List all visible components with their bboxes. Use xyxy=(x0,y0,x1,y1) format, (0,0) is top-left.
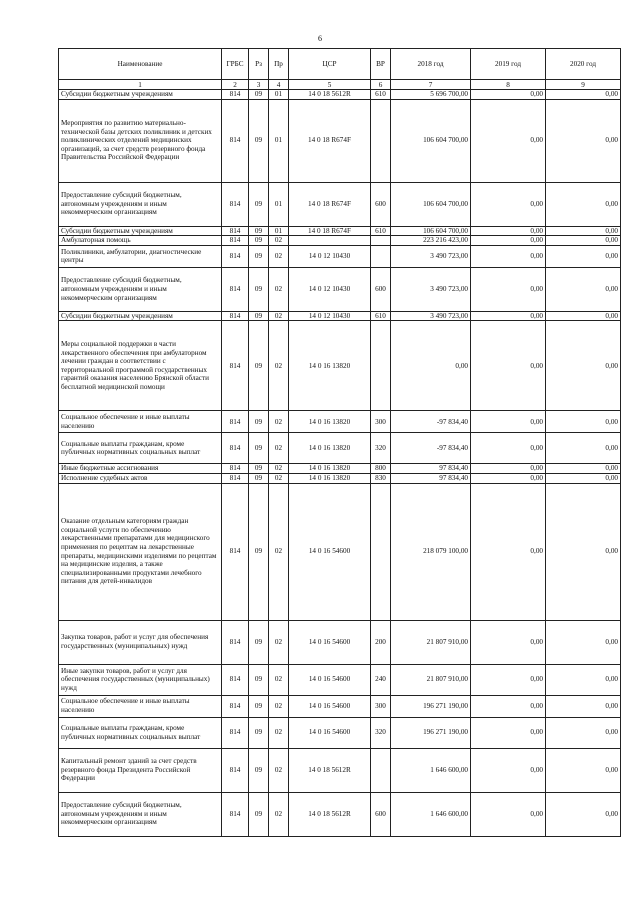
row-2018-cell: 106 604 700,00 xyxy=(391,99,471,182)
row-name-cell: Оказание отдельным категориям граждан социальной услуги по обеспечению лекарственными препаратами для медицинского применения по рецептам на лекарственные препараты, медицинскими изделиями по рецептам на медицинские изделия, а также специализированными продуктами лечебного питания для детей-инвалидов xyxy=(59,483,222,620)
row-csr-cell: 14 0 18 R674F xyxy=(289,99,371,182)
table-row xyxy=(59,245,621,267)
row-csr-cell: 14 0 18 R674F xyxy=(289,182,371,226)
row-rz-cell: 09 xyxy=(249,321,269,411)
row-grbs-cell: 814 xyxy=(222,748,249,792)
table-row xyxy=(59,182,621,226)
row-name-cell: Закупка товаров, работ и услуг для обеспечения государственных (муниципальных) нужд xyxy=(59,620,222,664)
row-vr-cell: 300 xyxy=(371,695,391,717)
column-number: 3 xyxy=(249,80,269,90)
row-csr-cell: 14 0 18 5612R xyxy=(289,90,371,100)
row-csr-cell xyxy=(289,236,371,246)
row-rz-cell: 09 xyxy=(249,717,269,748)
row-2019-cell: 0,00 xyxy=(471,792,546,836)
row-2019-cell: 0,00 xyxy=(471,321,546,411)
row-2018-cell: 97 834,40 xyxy=(391,473,471,483)
row-vr-cell: 320 xyxy=(371,717,391,748)
row-csr-cell: 14 0 18 5612R xyxy=(289,792,371,836)
row-2020-cell: 0,00 xyxy=(546,717,621,748)
row-name-cell: Социальные выплаты гражданам, кроме публичных нормативных социальных выплат xyxy=(59,433,222,464)
row-name-cell: Субсидии бюджетным учреждениям xyxy=(59,90,222,100)
row-grbs-cell: 814 xyxy=(222,245,249,267)
row-vr-cell xyxy=(371,99,391,182)
row-grbs-cell: 814 xyxy=(222,792,249,836)
row-rz-cell: 09 xyxy=(249,411,269,433)
column-number: 4 xyxy=(269,80,289,90)
row-vr-cell xyxy=(371,483,391,620)
row-vr-cell: 240 xyxy=(371,664,391,695)
row-csr-cell: 14 0 12 10430 xyxy=(289,311,371,321)
row-name-cell: Социальное обеспечение и иные выплаты населению xyxy=(59,411,222,433)
column-number: 2 xyxy=(222,80,249,90)
row-2019-cell: 0,00 xyxy=(471,226,546,236)
row-2019-cell: 0,00 xyxy=(471,473,546,483)
table-row xyxy=(59,473,621,483)
column-number: 7 xyxy=(391,80,471,90)
table-row xyxy=(59,464,621,474)
row-pr-cell: 02 xyxy=(269,664,289,695)
table-row xyxy=(59,90,621,100)
row-2019-cell: 0,00 xyxy=(471,695,546,717)
row-vr-cell: 610 xyxy=(371,90,391,100)
row-rz-cell: 09 xyxy=(249,695,269,717)
column-number: 1 xyxy=(59,80,222,90)
row-2020-cell: 0,00 xyxy=(546,411,621,433)
row-2019-cell: 0,00 xyxy=(471,664,546,695)
row-csr-cell: 14 0 18 5612R xyxy=(289,748,371,792)
row-2019-cell: 0,00 xyxy=(471,717,546,748)
row-rz-cell: 09 xyxy=(249,90,269,100)
row-pr-cell: 02 xyxy=(269,245,289,267)
row-2018-cell: 106 604 700,00 xyxy=(391,226,471,236)
row-2019-cell: 0,00 xyxy=(471,267,546,311)
table-row xyxy=(59,717,621,748)
row-grbs-cell: 814 xyxy=(222,90,249,100)
row-2018-cell: 196 271 190,00 xyxy=(391,717,471,748)
row-csr-cell: 14 0 18 R674F xyxy=(289,226,371,236)
row-2018-cell: 196 271 190,00 xyxy=(391,695,471,717)
table-row xyxy=(59,226,621,236)
row-pr-cell: 01 xyxy=(269,99,289,182)
row-2019-cell: 0,00 xyxy=(471,236,546,246)
header-rz: Рз xyxy=(249,49,269,80)
row-rz-cell: 09 xyxy=(249,182,269,226)
header-pr: Пр xyxy=(269,49,289,80)
table-row xyxy=(59,748,621,792)
table-row xyxy=(59,483,621,620)
row-2020-cell: 0,00 xyxy=(546,311,621,321)
row-vr-cell: 610 xyxy=(371,311,391,321)
row-2019-cell: 0,00 xyxy=(471,433,546,464)
row-vr-cell: 200 xyxy=(371,620,391,664)
row-2020-cell: 0,00 xyxy=(546,464,621,474)
row-2018-cell: 223 216 423,00 xyxy=(391,236,471,246)
row-csr-cell: 14 0 12 10430 xyxy=(289,267,371,311)
column-number: 5 xyxy=(289,80,371,90)
page-number: 6 xyxy=(318,34,322,43)
row-grbs-cell: 814 xyxy=(222,433,249,464)
row-2019-cell: 0,00 xyxy=(471,99,546,182)
row-rz-cell: 09 xyxy=(249,464,269,474)
table-row xyxy=(59,267,621,311)
row-csr-cell: 14 0 16 54600 xyxy=(289,620,371,664)
row-pr-cell: 02 xyxy=(269,411,289,433)
row-2019-cell: 0,00 xyxy=(471,311,546,321)
row-grbs-cell: 814 xyxy=(222,321,249,411)
row-rz-cell: 09 xyxy=(249,620,269,664)
row-2020-cell: 0,00 xyxy=(546,99,621,182)
table-row xyxy=(59,620,621,664)
row-rz-cell: 09 xyxy=(249,226,269,236)
row-grbs-cell: 814 xyxy=(222,311,249,321)
row-rz-cell: 09 xyxy=(249,99,269,182)
row-csr-cell: 14 0 16 54600 xyxy=(289,717,371,748)
row-2018-cell: 1 646 600,00 xyxy=(391,792,471,836)
table-row xyxy=(59,321,621,411)
row-2018-cell: 218 079 100,00 xyxy=(391,483,471,620)
row-name-cell: Мероприятия по развитию материально-технической базы детских поликлиник и детских поликлинических отделений медицинских организаций, за счет средств резервного фонда Правительства Российской Федерации xyxy=(59,99,222,182)
table-row xyxy=(59,664,621,695)
table-row xyxy=(59,792,621,836)
row-vr-cell: 610 xyxy=(371,226,391,236)
row-pr-cell: 02 xyxy=(269,473,289,483)
row-vr-cell xyxy=(371,748,391,792)
row-rz-cell: 09 xyxy=(249,236,269,246)
table-row xyxy=(59,411,621,433)
budget-table xyxy=(58,48,621,837)
row-vr-cell: 800 xyxy=(371,464,391,474)
row-name-cell: Амбулаторная помощь xyxy=(59,236,222,246)
row-csr-cell: 14 0 16 13820 xyxy=(289,433,371,464)
row-2019-cell: 0,00 xyxy=(471,90,546,100)
header-row xyxy=(59,49,621,80)
row-2019-cell: 0,00 xyxy=(471,411,546,433)
header-grbs: ГРБС xyxy=(222,49,249,80)
row-2020-cell: 0,00 xyxy=(546,182,621,226)
row-pr-cell: 02 xyxy=(269,792,289,836)
row-rz-cell: 09 xyxy=(249,311,269,321)
row-grbs-cell: 814 xyxy=(222,695,249,717)
row-2020-cell: 0,00 xyxy=(546,226,621,236)
row-rz-cell: 09 xyxy=(249,267,269,311)
row-grbs-cell: 814 xyxy=(222,483,249,620)
row-pr-cell: 02 xyxy=(269,236,289,246)
row-vr-cell: 320 xyxy=(371,433,391,464)
row-csr-cell: 14 0 16 54600 xyxy=(289,664,371,695)
header-csr: ЦСР xyxy=(289,49,371,80)
table-body xyxy=(59,90,621,837)
row-grbs-cell: 814 xyxy=(222,717,249,748)
table-row xyxy=(59,236,621,246)
row-rz-cell: 09 xyxy=(249,483,269,620)
header-2019: 2019 год xyxy=(471,49,546,80)
header-name: Наименование xyxy=(59,49,222,80)
row-pr-cell: 02 xyxy=(269,483,289,620)
row-2020-cell: 0,00 xyxy=(546,748,621,792)
column-number: 9 xyxy=(546,80,621,90)
row-vr-cell xyxy=(371,245,391,267)
row-rz-cell: 09 xyxy=(249,792,269,836)
row-name-cell: Социальные выплаты гражданам, кроме публичных нормативных социальных выплат xyxy=(59,717,222,748)
row-csr-cell: 14 0 16 13820 xyxy=(289,473,371,483)
row-grbs-cell: 814 xyxy=(222,182,249,226)
row-pr-cell: 02 xyxy=(269,620,289,664)
row-2019-cell: 0,00 xyxy=(471,464,546,474)
row-csr-cell: 14 0 16 54600 xyxy=(289,483,371,620)
row-pr-cell: 02 xyxy=(269,464,289,474)
row-grbs-cell: 814 xyxy=(222,620,249,664)
row-name-cell: Предоставление субсидий бюджетным, автономным учреждениям и иным некоммерческим организациям xyxy=(59,267,222,311)
row-2020-cell: 0,00 xyxy=(546,245,621,267)
row-vr-cell: 600 xyxy=(371,792,391,836)
row-pr-cell: 02 xyxy=(269,695,289,717)
row-2018-cell: -97 834,40 xyxy=(391,411,471,433)
row-vr-cell: 300 xyxy=(371,411,391,433)
row-2018-cell: 106 604 700,00 xyxy=(391,182,471,226)
row-rz-cell: 09 xyxy=(249,433,269,464)
row-grbs-cell: 814 xyxy=(222,226,249,236)
header-2018: 2018 год xyxy=(391,49,471,80)
row-csr-cell: 14 0 16 13820 xyxy=(289,464,371,474)
row-name-cell: Социальное обеспечение и иные выплаты населению xyxy=(59,695,222,717)
row-grbs-cell: 814 xyxy=(222,464,249,474)
table-row xyxy=(59,433,621,464)
row-name-cell: Исполнение судебных актов xyxy=(59,473,222,483)
row-pr-cell: 01 xyxy=(269,182,289,226)
row-grbs-cell: 814 xyxy=(222,473,249,483)
row-2018-cell: -97 834,40 xyxy=(391,433,471,464)
row-name-cell: Предоставление субсидий бюджетным, автономным учреждениям и иным некоммерческим организациям xyxy=(59,182,222,226)
header-vr: ВР xyxy=(371,49,391,80)
row-csr-cell: 14 0 16 13820 xyxy=(289,411,371,433)
row-2019-cell: 0,00 xyxy=(471,483,546,620)
row-vr-cell: 830 xyxy=(371,473,391,483)
row-vr-cell: 600 xyxy=(371,182,391,226)
row-name-cell: Предоставление субсидий бюджетным, автономным учреждениям и иным некоммерческим организациям xyxy=(59,792,222,836)
row-2019-cell: 0,00 xyxy=(471,620,546,664)
row-2018-cell: 1 646 600,00 xyxy=(391,748,471,792)
row-2019-cell: 0,00 xyxy=(471,182,546,226)
row-vr-cell xyxy=(371,321,391,411)
row-grbs-cell: 814 xyxy=(222,267,249,311)
row-grbs-cell: 814 xyxy=(222,664,249,695)
row-pr-cell: 02 xyxy=(269,717,289,748)
row-grbs-cell: 814 xyxy=(222,236,249,246)
row-csr-cell: 14 0 16 13820 xyxy=(289,321,371,411)
row-2020-cell: 0,00 xyxy=(546,664,621,695)
row-2019-cell: 0,00 xyxy=(471,748,546,792)
row-2020-cell: 0,00 xyxy=(546,236,621,246)
row-rz-cell: 09 xyxy=(249,664,269,695)
row-2020-cell: 0,00 xyxy=(546,483,621,620)
row-vr-cell: 600 xyxy=(371,267,391,311)
row-name-cell: Субсидии бюджетным учреждениям xyxy=(59,311,222,321)
row-name-cell: Меры социальной поддержки в части лекарственного обеспечения при амбулаторном лечении граждан в соответствии с территориальной программой государственных гарантий оказания населению Брянской области бесплатной медицинской помощи xyxy=(59,321,222,411)
row-csr-cell: 14 0 12 10430 xyxy=(289,245,371,267)
row-2020-cell: 0,00 xyxy=(546,473,621,483)
row-name-cell: Капитальный ремонт зданий за счет средств резервного фонда Президента Российской Федерации xyxy=(59,748,222,792)
row-2020-cell: 0,00 xyxy=(546,321,621,411)
row-pr-cell: 01 xyxy=(269,226,289,236)
row-2018-cell: 0,00 xyxy=(391,321,471,411)
row-2020-cell: 0,00 xyxy=(546,695,621,717)
row-grbs-cell: 814 xyxy=(222,99,249,182)
row-csr-cell: 14 0 16 54600 xyxy=(289,695,371,717)
row-2020-cell: 0,00 xyxy=(546,433,621,464)
row-2018-cell: 21 807 910,00 xyxy=(391,664,471,695)
row-2020-cell: 0,00 xyxy=(546,792,621,836)
row-2018-cell: 21 807 910,00 xyxy=(391,620,471,664)
row-2018-cell: 5 696 700,00 xyxy=(391,90,471,100)
row-2020-cell: 0,00 xyxy=(546,620,621,664)
row-2018-cell: 3 490 723,00 xyxy=(391,311,471,321)
row-2018-cell: 3 490 723,00 xyxy=(391,267,471,311)
table-row xyxy=(59,311,621,321)
column-number: 8 xyxy=(471,80,546,90)
column-number-row xyxy=(59,80,621,90)
table-row xyxy=(59,99,621,182)
row-pr-cell: 02 xyxy=(269,321,289,411)
column-number: 6 xyxy=(371,80,391,90)
row-2018-cell: 3 490 723,00 xyxy=(391,245,471,267)
row-name-cell: Поликлиники, амбулатории, диагностические центры xyxy=(59,245,222,267)
row-2019-cell: 0,00 xyxy=(471,245,546,267)
row-2020-cell: 0,00 xyxy=(546,90,621,100)
row-pr-cell: 02 xyxy=(269,433,289,464)
row-2018-cell: 97 834,40 xyxy=(391,464,471,474)
row-name-cell: Субсидии бюджетным учреждениям xyxy=(59,226,222,236)
row-pr-cell: 01 xyxy=(269,90,289,100)
row-name-cell: Иные закупки товаров, работ и услуг для обеспечения государственных (муниципальных) нужд xyxy=(59,664,222,695)
row-pr-cell: 02 xyxy=(269,311,289,321)
header-2020: 2020 год xyxy=(546,49,621,80)
row-rz-cell: 09 xyxy=(249,473,269,483)
row-pr-cell: 02 xyxy=(269,267,289,311)
row-name-cell: Иные бюджетные ассигнования xyxy=(59,464,222,474)
row-grbs-cell: 814 xyxy=(222,411,249,433)
row-vr-cell xyxy=(371,236,391,246)
row-rz-cell: 09 xyxy=(249,748,269,792)
row-pr-cell: 02 xyxy=(269,748,289,792)
row-rz-cell: 09 xyxy=(249,245,269,267)
row-2020-cell: 0,00 xyxy=(546,267,621,311)
table-row xyxy=(59,695,621,717)
